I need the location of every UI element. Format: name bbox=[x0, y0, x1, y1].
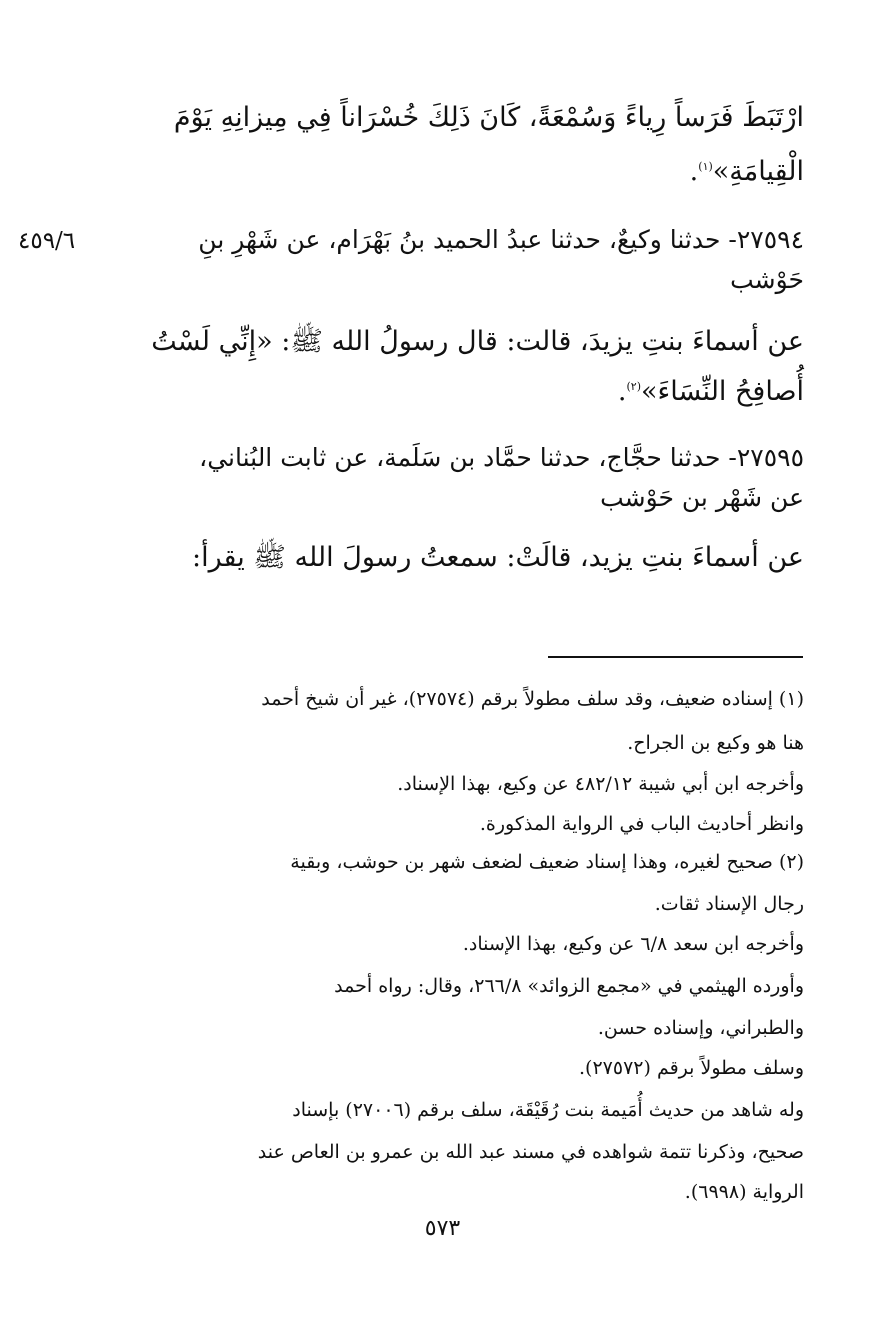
footnote-line-9: والطبراني، وإسناده حسن. bbox=[597, 1017, 804, 1039]
hadith-27595-isnad-line-1: ٢٧٥٩٥- حدثنا حجَّاج، حدثنا حمَّاد بن سَلَمة، عن ثابت البُناني، bbox=[199, 443, 804, 472]
matn-27594-line-2-end: . bbox=[617, 376, 627, 407]
main-line-2 bbox=[690, 152, 804, 192]
footnote-line-12: صحيح، وذكرنا تتمة شواهده في مسند عبد الله بن عمرو بن العاص عند bbox=[257, 1141, 804, 1163]
footnote-line-11: وله شاهد من حديث أُمَيمة بنت رُقَيْقَة، سلف برقم (٢٧٠٠٦) بإسناد bbox=[292, 1099, 804, 1121]
footnote-line-6: رجال الإسناد ثقات. bbox=[654, 893, 804, 915]
margin-reference: ٤٥٩/٦ bbox=[18, 228, 76, 254]
footnote-line-1: (١) إسناده ضعيف، وقد سلف مطولاً برقم (٢٧٥٧٤)، غير أن شيخ أحمد bbox=[261, 688, 804, 710]
footnote-line-13: الرواية (٦٩٩٨). bbox=[684, 1181, 804, 1203]
matn-27594-line-2-text: أُصافِحُ النِّسَاءَ» bbox=[641, 376, 804, 407]
footnote-ref-2: (٢) bbox=[626, 380, 642, 393]
hadith-27595-isnad-line-2: عن شَهْر بن حَوْشب bbox=[600, 483, 804, 512]
hadith-27595-matn-line-1: عن أسماءَ بنتِ يزيد، قالَتْ: سمعتُ رسولَ الله ﷺ يقرأ: bbox=[192, 542, 804, 573]
hadith-27594-matn-line-1: عن أسماءَ بنتِ يزيدَ، قالت: قال رسولُ الله ﷺ: «إِنِّي لَسْتُ bbox=[151, 326, 804, 357]
main-line-2-end: . bbox=[689, 156, 699, 187]
footnote-line-7: وأخرجه ابن سعد ٦/٨ عن وكيع، بهذا الإسناد. bbox=[462, 933, 804, 955]
footnote-separator bbox=[548, 656, 803, 658]
page-number: ٥٧٣ bbox=[424, 1216, 461, 1241]
main-line-2-text: الْقِيامَةِ» bbox=[712, 156, 804, 187]
footnote-line-8: وأورده الهيثمي في «مجمع الزوائد» ٢٦٦/٨، وقال: رواه أحمد bbox=[334, 975, 804, 997]
footnote-line-10: وسلف مطولاً برقم (٢٧٥٧٢). bbox=[579, 1057, 804, 1079]
main-line-1: ارْتَبَطَ فَرَساً رِياءً وَسُمْعَةً، كَانَ ذَلِكَ خُسْرَاناً فِي مِيزانِهِ يَوْمَ bbox=[173, 102, 804, 133]
hadith-27594-isnad-line-2: حَوْشب bbox=[730, 265, 804, 294]
hadith-27594-isnad-line-1: ٢٧٥٩٤- حدثنا وكيعٌ، حدثنا عبدُ الحميد بنُ بَهْرَام، عن شَهْرِ بنِ bbox=[198, 225, 804, 254]
footnote-line-5: (٢) صحيح لغيره، وهذا إسناد ضعيف لضعف شهر بن حوشب، وبقية bbox=[290, 851, 804, 873]
footnote-line-2: هنا هو وكيع بن الجراح. bbox=[627, 732, 804, 754]
footnote-line-4: وانظر أحاديث الباب في الرواية المذكورة. bbox=[479, 813, 804, 835]
footnote-ref-1: (١) bbox=[698, 160, 713, 173]
hadith-27594-matn-line-2 bbox=[618, 372, 804, 412]
footnote-line-3: وأخرجه ابن أبي شيبة ٤٨٢/١٢ عن وكيع، بهذا الإسناد. bbox=[397, 773, 804, 795]
